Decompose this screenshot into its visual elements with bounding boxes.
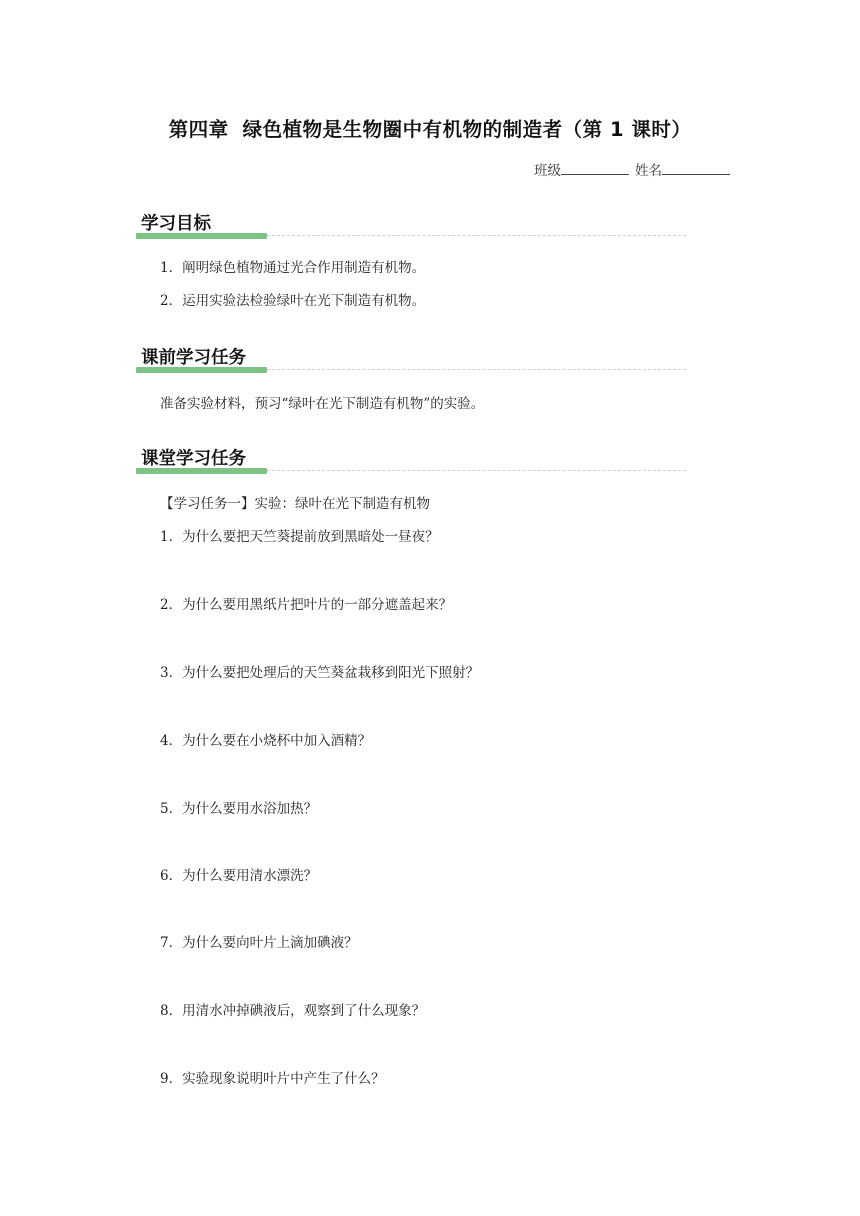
task-title: 【学习任务一】实验：绿叶在光下制造有机物 bbox=[160, 496, 430, 512]
page-title bbox=[0, 114, 860, 142]
question-item: 9．实验现象说明叶片中产生了什么？ bbox=[160, 1071, 385, 1087]
section-heading: 课堂学习任务 bbox=[141, 449, 246, 469]
dashed-divider bbox=[267, 235, 686, 236]
question-item: 4．为什么要在小烧杯中加入酒精？ bbox=[160, 733, 372, 749]
class-blank[interactable] bbox=[561, 162, 629, 175]
student-info bbox=[534, 159, 730, 179]
section-heading: 学习目标 bbox=[141, 214, 211, 234]
class-label: 班级 bbox=[534, 163, 561, 179]
goal-item: 1．阐明绿色植物通过光合作用制造有机物。 bbox=[160, 260, 426, 276]
preclass-text: 准备实验材料，预习“绿叶在光下制造有机物”的实验。 bbox=[160, 396, 485, 412]
section-preclass-tasks bbox=[136, 347, 686, 373]
name-blank[interactable] bbox=[662, 162, 730, 175]
section-learning-goals bbox=[136, 213, 686, 239]
question-item: 6．为什么要用清水漂洗？ bbox=[160, 868, 318, 884]
title-main: 绿色植物是生物圈中有机物的制造者（第 bbox=[242, 118, 603, 141]
dashed-divider bbox=[267, 369, 686, 370]
question-item: 1．为什么要把天竺葵提前放到黑暗处一昼夜？ bbox=[160, 529, 439, 545]
goal-item: 2．运用实验法检验绿叶在光下制造有机物。 bbox=[160, 293, 426, 309]
title-chapter: 第四章 bbox=[168, 118, 229, 141]
section-heading: 课前学习任务 bbox=[141, 348, 246, 368]
title-lesson-number: 1 bbox=[609, 118, 625, 141]
question-item: 2．为什么要用黑纸片把叶片的一部分遮盖起来？ bbox=[160, 597, 453, 613]
question-item: 8．用清水冲掉碘液后，观察到了什么现象？ bbox=[160, 1003, 426, 1019]
name-label: 姓名 bbox=[635, 163, 662, 179]
question-item: 7．为什么要向叶片上滴加碘液？ bbox=[160, 935, 358, 951]
question-item: 5．为什么要用水浴加热？ bbox=[160, 801, 318, 817]
title-end: 课时） bbox=[631, 118, 692, 141]
dashed-divider bbox=[267, 470, 686, 471]
section-inclass-tasks bbox=[136, 448, 686, 474]
question-item: 3．为什么要把处理后的天竺葵盆栽移到阳光下照射？ bbox=[160, 665, 480, 681]
